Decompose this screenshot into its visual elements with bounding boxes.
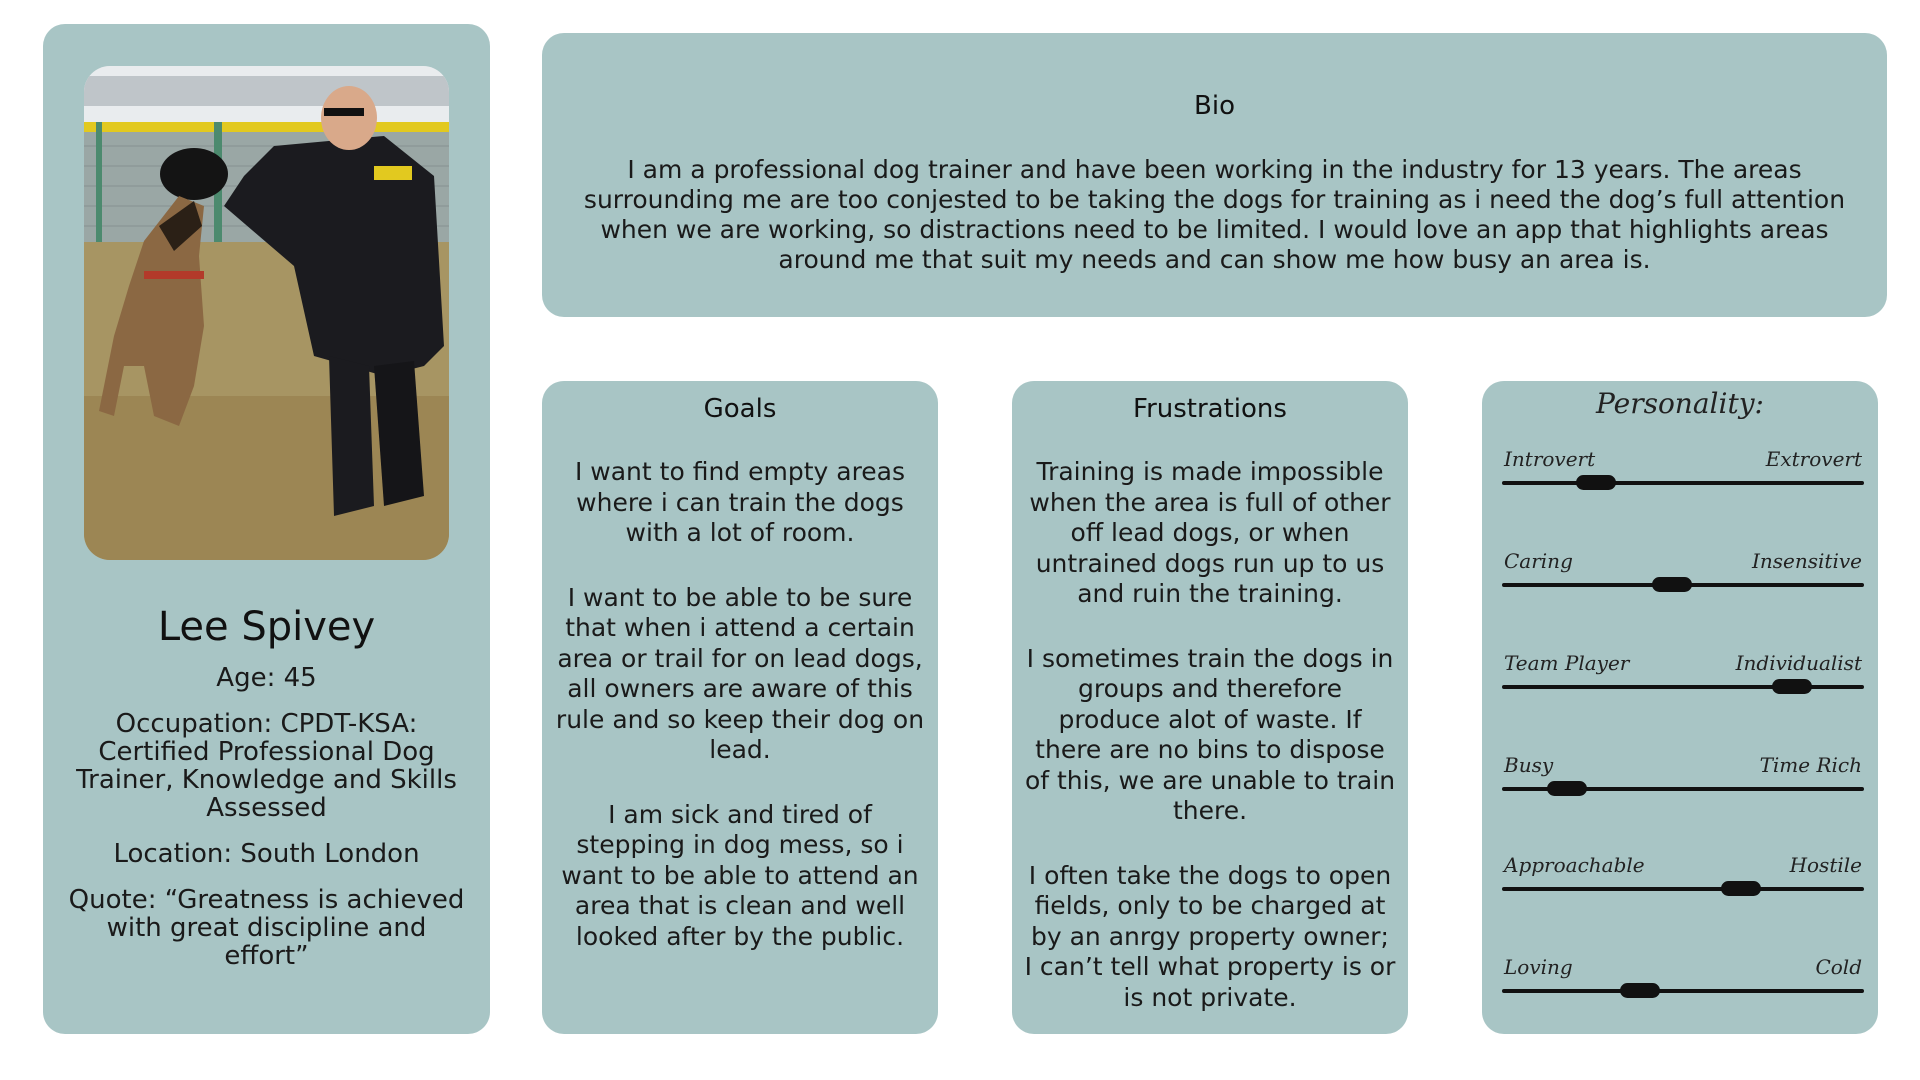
trait-caring-insensitive	[1502, 549, 1864, 585]
trait-slider-knob	[1772, 679, 1812, 694]
trait-slider-knob	[1576, 475, 1616, 490]
goals-card	[542, 381, 938, 1034]
trait-right-label: Hostile	[1789, 853, 1862, 877]
frustration-item: I sometimes train the dogs in groups and therefore produce alot of waste. If there are no bins to dispose of this, we are unable to train there.	[1024, 643, 1396, 825]
frustration-item: I often take the dogs to open fields, only to be charged at by an anrgy property owner; I can’t tell what property is or is not private.	[1024, 860, 1396, 1012]
profile-name: Lee Spivey	[157, 604, 376, 650]
trait-left-label: Loving	[1504, 955, 1573, 979]
goal-item: I want to be able to be sure that when i attend a certain area or trail for on lead dogs, all owners are aware of this rule and so keep their dog on lead.	[555, 582, 925, 764]
profile-age: Age: 45	[216, 663, 317, 693]
frustrations-title: Frustrations	[1133, 394, 1287, 424]
profile-card	[43, 24, 490, 1034]
frustration-item: Training is made impossible when the area is full of other off lead dogs, or when untrained dogs run up to us and ruin the training.	[1029, 457, 1391, 608]
trait-slider-knob	[1620, 983, 1660, 998]
profile-details	[65, 664, 468, 988]
bio-card	[542, 33, 1887, 317]
trait-left-label: Introvert	[1504, 447, 1596, 471]
goals-title: Goals	[703, 394, 777, 424]
trait-slider-knob	[1547, 781, 1587, 796]
trait-left-label: Team Player	[1504, 651, 1630, 675]
trait-right-label: Cold	[1815, 955, 1862, 979]
profile-occupation: Occupation: CPDT-KSA: Certified Professional Dog Trainer, Knowledge and Skills Assessed	[76, 709, 457, 823]
profile-location: Location: South London	[113, 839, 420, 869]
profile-photo-image	[84, 66, 449, 560]
trait-right-label: Individualist	[1735, 651, 1862, 675]
trait-left-label: Caring	[1504, 549, 1573, 573]
personality-title: Personality:	[1596, 387, 1764, 420]
personality-card	[1482, 381, 1878, 1034]
trait-slider-knob	[1721, 881, 1761, 896]
trait-introvert-extrovert	[1502, 447, 1864, 483]
frustrations-card	[1012, 381, 1408, 1034]
trait-slider-track	[1502, 481, 1864, 485]
trait-teamplayer-individualist	[1502, 651, 1864, 687]
trait-slider-track	[1502, 887, 1864, 891]
trait-right-label: Extrovert	[1765, 447, 1862, 471]
frustrations-list	[1024, 457, 1396, 1047]
goal-item: I am sick and tired of stepping in dog mess, so i want to be able to attend an area that is clean and well looked after by the public.	[561, 799, 919, 951]
trait-approachable-hostile	[1502, 853, 1864, 889]
trait-right-label: Time Rich	[1759, 753, 1862, 777]
trait-slider-track	[1502, 989, 1864, 993]
goal-item: I want to find empty areas where i can train the dogs with a lot of room.	[574, 457, 906, 547]
profile-photo	[84, 66, 449, 560]
goals-list	[554, 457, 926, 986]
trait-busy-timerich	[1502, 753, 1864, 789]
bio-title: Bio	[1194, 91, 1235, 121]
trait-right-label: Insensitive	[1752, 549, 1862, 573]
trait-slider-knob	[1652, 577, 1692, 592]
bio-text: I am a professional dog trainer and have been working in the industry for 13 years. The areas surrounding me are too conjested to be taking the dogs for training as i need the dog’s full attention when we are working, so distractions need to be limited. I would love an app that highlights areas around me that suit my needs and can show me how busy an area is.	[583, 155, 1846, 274]
profile-quote: Quote: “Greatness is achieved with great discipline and effort”	[68, 885, 465, 971]
trait-loving-cold	[1502, 955, 1864, 991]
trait-left-label: Busy	[1504, 753, 1554, 777]
trait-left-label: Approachable	[1504, 853, 1645, 877]
